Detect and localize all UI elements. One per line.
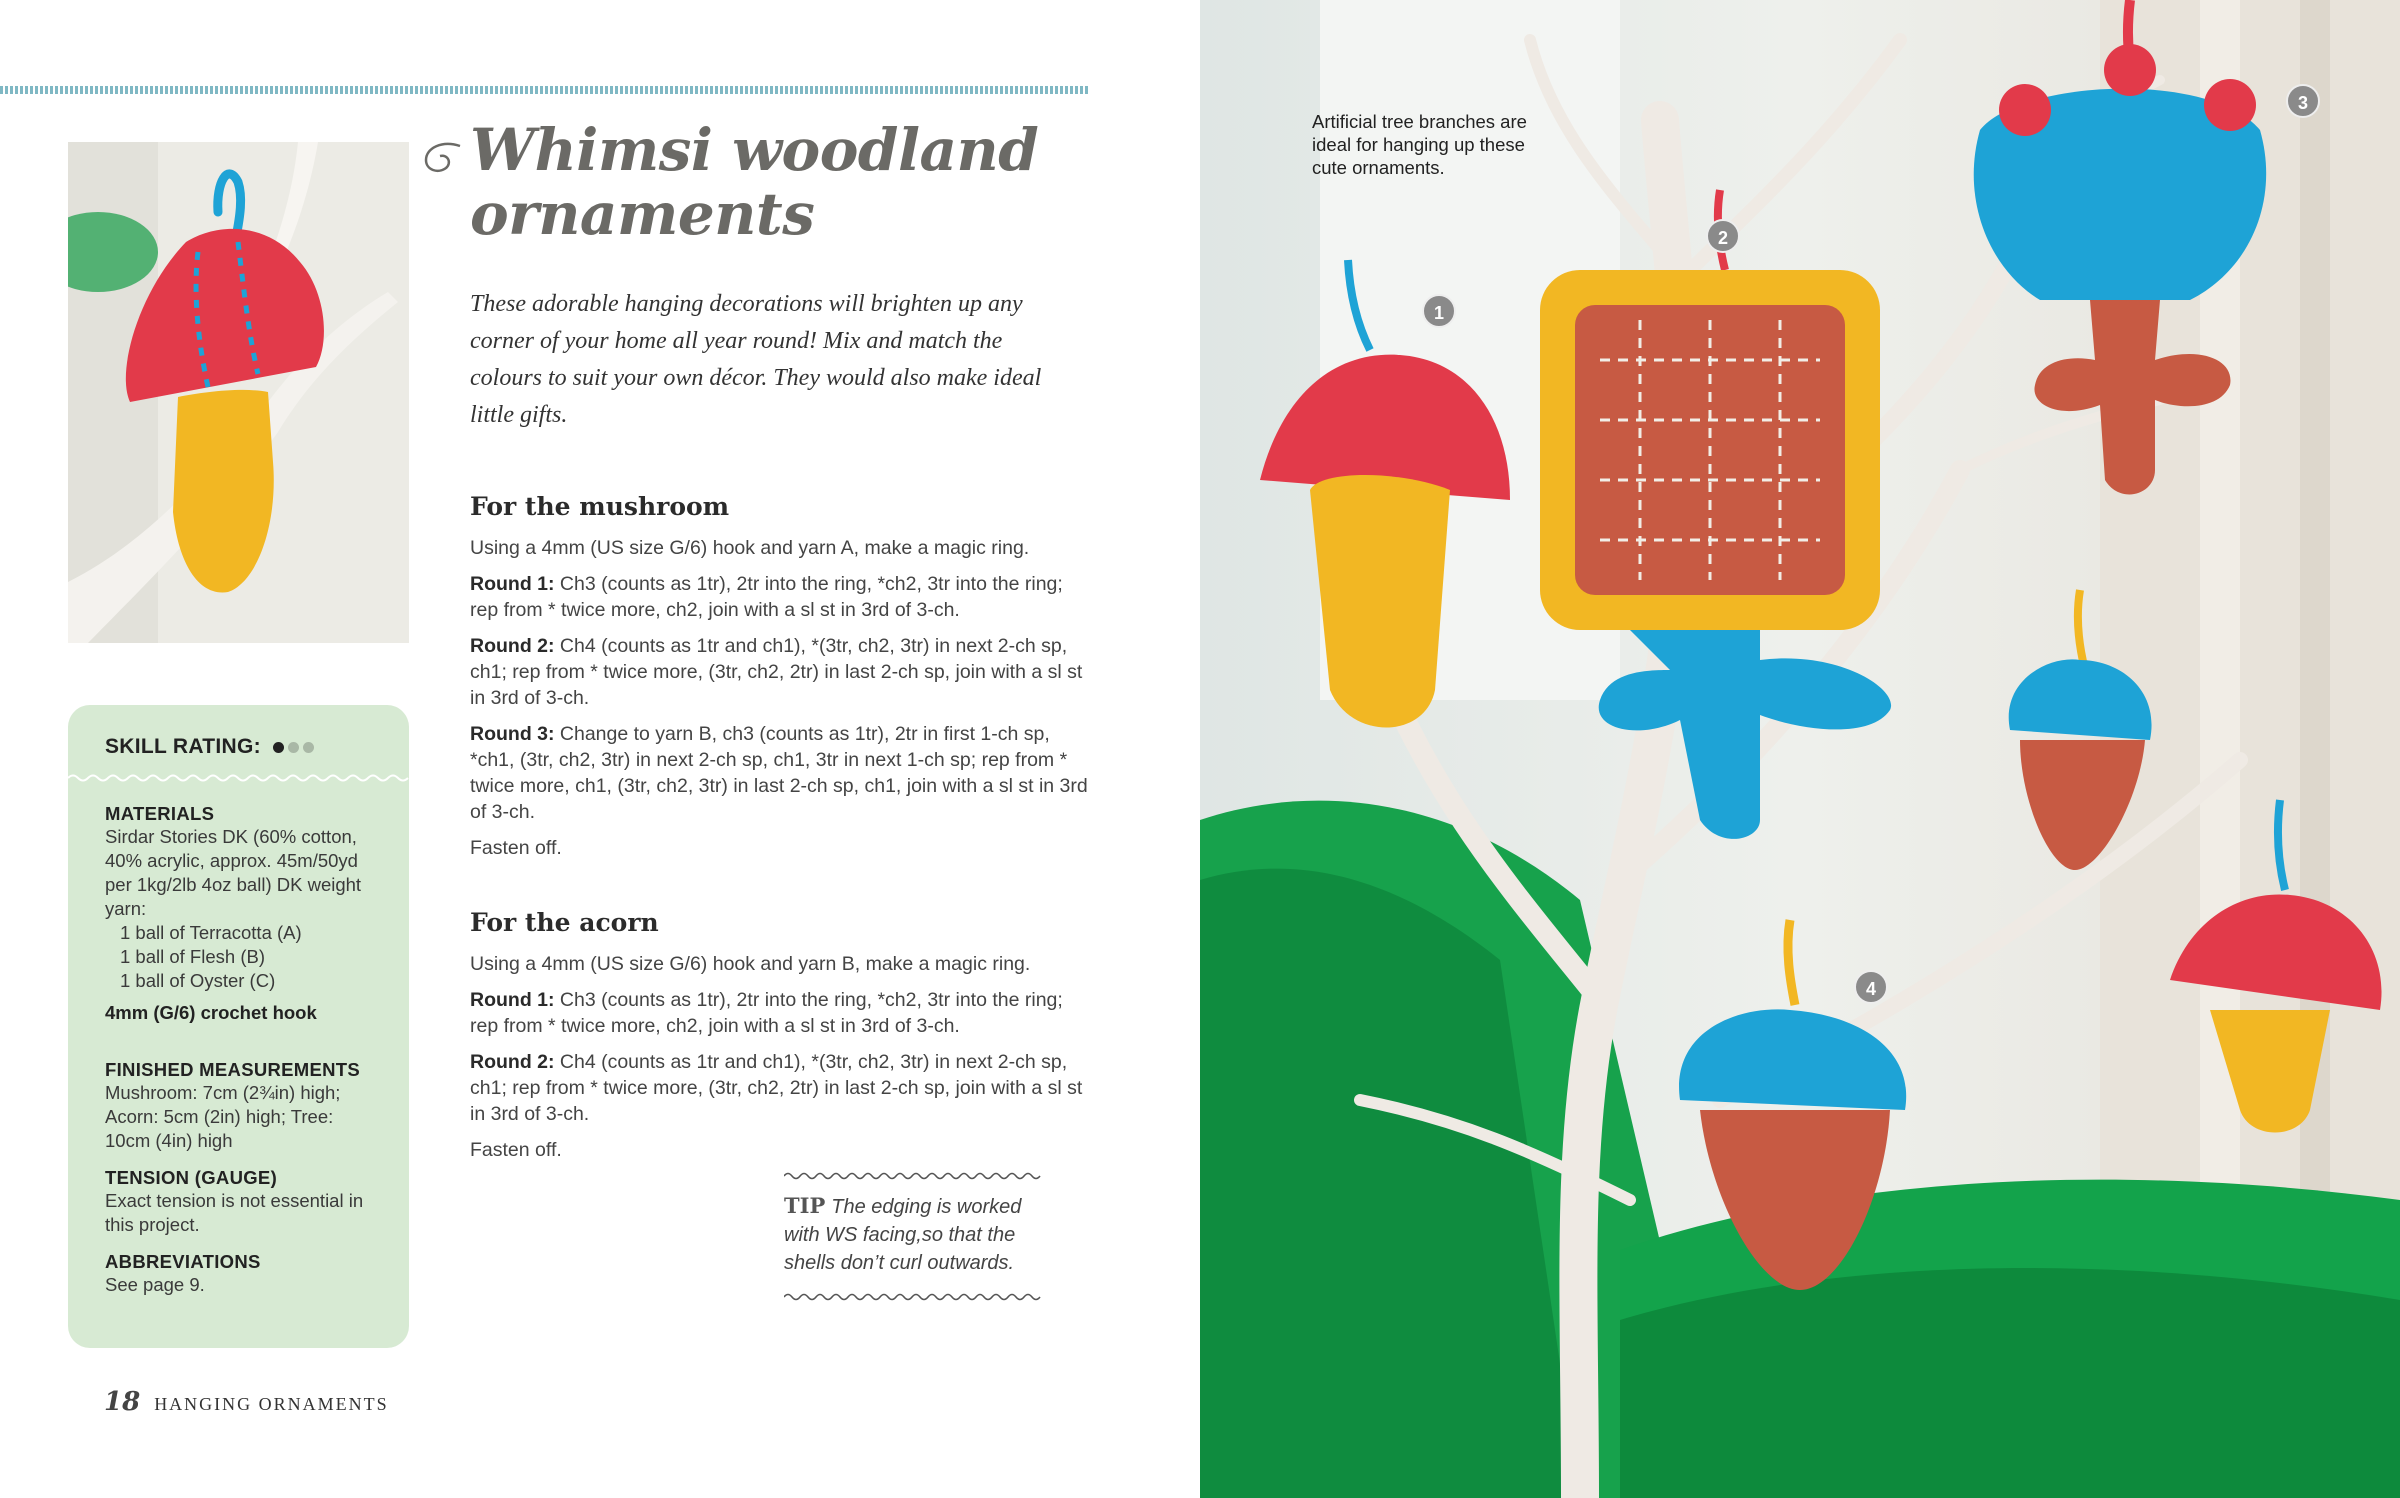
round-label: Round 3:	[470, 723, 555, 745]
ornament-marker: 2	[1706, 219, 1740, 253]
abbreviations-text: See page 9.	[105, 1274, 205, 1295]
ornament-marker: 1	[1422, 294, 1456, 328]
intro-text: These adorable hanging decorations will brighten up any corner of your home all year round! Mix and match the colours to suit your own décor. They would also make ideal little gifts.	[470, 291, 1042, 428]
folio	[104, 1387, 389, 1417]
photo-caption: Artificial tree branches are ideal for hanging up these cute ornaments.	[1312, 111, 1527, 178]
acorn-section	[470, 908, 1090, 1173]
yarn-item: 1 ball of Terracotta (A)	[120, 922, 302, 943]
tip-text	[784, 1182, 1042, 1291]
round-label: Round 2:	[470, 1051, 555, 1073]
mushroom-intro: Using a 4mm (US size G/6) hook and yarn A, make a magic ring.	[470, 537, 1030, 559]
mushroom-section	[470, 492, 1090, 871]
materials-heading: MATERIALS	[105, 803, 215, 824]
skill-dot-empty	[288, 742, 299, 753]
tension-heading: TENSION (GAUGE)	[105, 1167, 278, 1188]
round-text: Ch3 (counts as 1tr), 2tr into the ring, *ch2, 3tr into the ring; rep from * twice more, ch2, join with a sl st in 3rd of 3-ch.	[470, 989, 1063, 1037]
tip-wave-bottom	[784, 1291, 1042, 1303]
title-block	[422, 118, 1062, 246]
tension-text: Exact tension is not essential in this project.	[105, 1190, 364, 1235]
acorn-fasten: Fasten off.	[470, 1139, 562, 1161]
wave-divider	[68, 773, 409, 783]
running-head: HANGING ORNAMENTS	[154, 1394, 389, 1414]
acorn-round	[470, 987, 1090, 1039]
page-number: 18	[104, 1387, 141, 1417]
tip-wave-top	[784, 1170, 1042, 1182]
tip-body: The edging is worked with WS facing,so that the shells don’t curl outwards.	[784, 1196, 1022, 1274]
ornament-marker: 4	[1854, 970, 1888, 1004]
tip-box	[784, 1170, 1042, 1303]
acorn-intro: Using a 4mm (US size G/6) hook and yarn B, make a magic ring.	[470, 953, 1031, 975]
materials-text: Sirdar Stories DK (60% cotton, 40% acrylic, approx. 45m/50yd per 1kg/2lb 4oz ball) DK weight yarn:	[105, 826, 362, 919]
acorn-round	[470, 1049, 1090, 1127]
ornaments-photo	[1200, 0, 2400, 1498]
skill-rating	[105, 735, 372, 759]
top-rule	[0, 86, 1090, 94]
skill-rating-label: SKILL RATING:	[105, 735, 261, 758]
mushroom-fasten: Fasten off.	[470, 837, 562, 859]
skill-rating-dots	[273, 740, 318, 758]
round-text: Change to yarn B, ch3 (counts as 1tr), 2tr in first 1-ch sp, *ch1, (3tr, ch2, 3tr) in next 2-ch sp, ch1, 3tr in next 1-ch sp; rep from * twice more, ch1, (3tr, ch2, 3tr) in last 2-ch sp, ch1, join with a sl st in 3rd of 3-ch.	[470, 723, 1088, 823]
swirl-ornament-icon	[422, 138, 462, 178]
round-label: Round 1:	[470, 573, 555, 595]
tip-label: TIP	[784, 1193, 826, 1218]
yarn-item: 1 ball of Oyster (C)	[120, 970, 276, 991]
mushroom-round	[470, 633, 1090, 711]
acorn-heading: For the acorn	[470, 908, 659, 937]
mushroom-heading: For the mushroom	[470, 492, 730, 521]
tree-ornaments-illustration	[1200, 0, 2400, 1498]
mushroom-round	[470, 571, 1090, 623]
round-text: Ch3 (counts as 1tr), 2tr into the ring, *ch2, 3tr into the ring; rep from * twice more, ch2, join with a sl st in 3rd of 3-ch.	[470, 573, 1063, 621]
round-label: Round 2:	[470, 635, 555, 657]
yarn-item: 1 ball of Flesh (B)	[120, 946, 265, 967]
measurements-heading: FINISHED MEASUREMENTS	[105, 1059, 361, 1080]
mushroom-photo-illustration	[68, 142, 409, 643]
skill-box	[68, 705, 409, 1348]
round-text: Ch4 (counts as 1tr and ch1), *(3tr, ch2, 3tr) in next 2-ch sp, ch1; rep from * twice more, (3tr, ch2, 2tr) in last 2-ch sp, join with a sl st in 3rd of 3-ch.	[470, 1051, 1083, 1125]
measurements-text: Mushroom: 7cm (2¾in) high; Acorn: 5cm (2in) high; Tree: 10cm (4in) high	[105, 1082, 341, 1151]
ornament-marker: 3	[2286, 84, 2320, 118]
skill-dot-filled	[273, 742, 284, 753]
abbreviations-heading: ABBREVIATIONS	[105, 1251, 261, 1272]
round-label: Round 1:	[470, 989, 555, 1011]
round-text: Ch4 (counts as 1tr and ch1), *(3tr, ch2, 3tr) in next 2-ch sp, ch1; rep from * twice more, (3tr, ch2, 2tr) in last 2-ch sp, join with a sl st in 3rd of 3-ch.	[470, 635, 1083, 709]
mushroom-photo	[68, 142, 409, 643]
page-title: Whimsi woodland ornaments	[470, 116, 1039, 248]
hook-size: 4mm (G/6) crochet hook	[105, 1002, 317, 1023]
skill-dot-empty	[303, 742, 314, 753]
mushroom-round	[470, 721, 1090, 825]
